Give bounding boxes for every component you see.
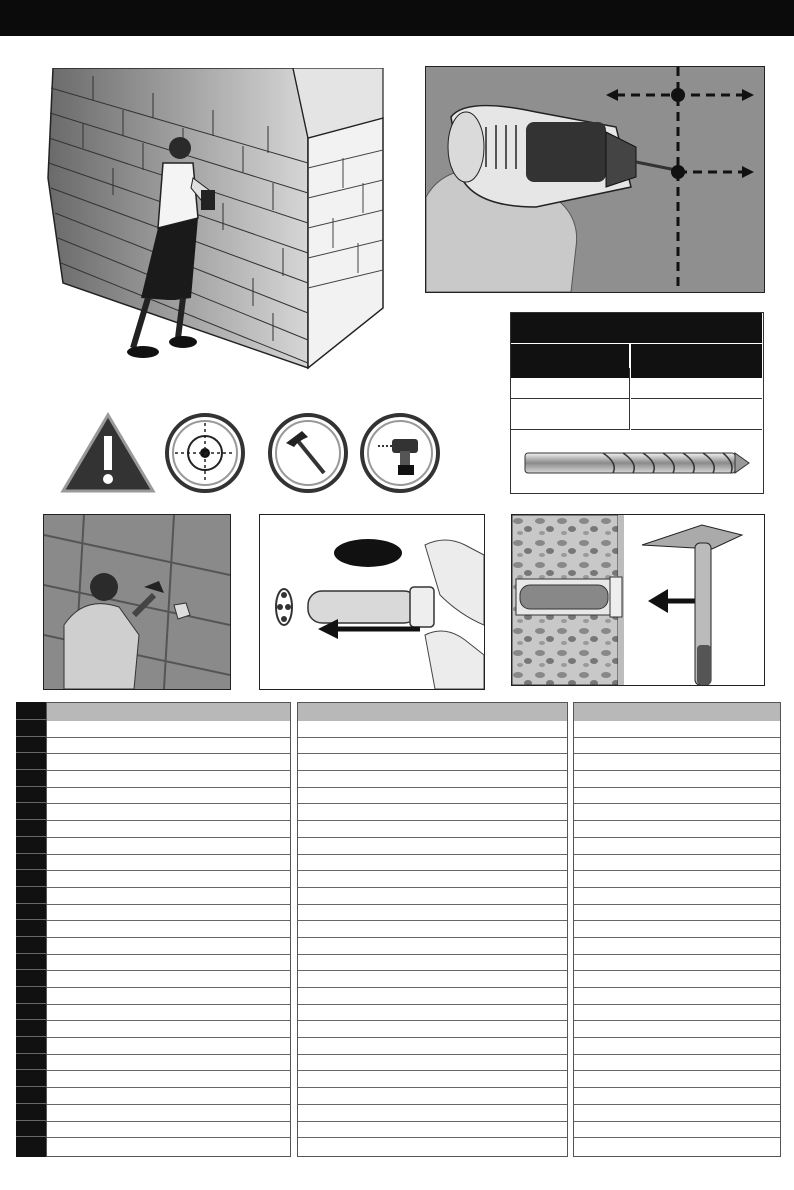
row-number-cell [16, 937, 46, 954]
row-number-cell [16, 770, 46, 787]
table-row [574, 804, 780, 821]
table-row [574, 988, 780, 1005]
table-row [574, 971, 780, 988]
row-number-cell [16, 1087, 46, 1104]
table-row [574, 1021, 780, 1038]
row-number-cell [16, 720, 46, 737]
language-column-2 [297, 702, 568, 1157]
table-row [47, 1088, 290, 1105]
table-row [298, 855, 567, 872]
table-row [47, 988, 290, 1005]
table-row [574, 721, 780, 738]
row-number-cell [16, 854, 46, 871]
row-number-cell [16, 870, 46, 887]
table-row [298, 838, 567, 855]
row-number-cell [16, 803, 46, 820]
table-row [298, 871, 567, 888]
table-row [47, 771, 290, 788]
row-number-cell [16, 1121, 46, 1138]
table-row [298, 955, 567, 972]
target-icon [165, 413, 245, 493]
table-row [47, 905, 290, 922]
row-number-cell [16, 904, 46, 921]
table-row [47, 721, 290, 738]
row-number-cell [16, 753, 46, 770]
table-row [298, 1021, 567, 1038]
table-row [298, 788, 567, 805]
table-row [298, 1038, 567, 1055]
plug-cross-section-photo [511, 514, 765, 686]
spec-row2-col1 [511, 399, 630, 430]
table-row [574, 1105, 780, 1122]
table-row [47, 1122, 290, 1139]
row-number-cell [16, 1004, 46, 1021]
table-row [298, 1071, 567, 1088]
table-row [574, 1122, 780, 1139]
hammering-photo [43, 514, 231, 690]
table-row [574, 888, 780, 905]
drill-bit-spec-table [510, 312, 764, 494]
table-row [47, 855, 290, 872]
table-row [574, 855, 780, 872]
table-row [574, 788, 780, 805]
table-row [298, 1055, 567, 1072]
row-number-cell [16, 1104, 46, 1121]
warning-icon [60, 412, 156, 494]
table-row [47, 1105, 290, 1122]
row-number-cell [16, 970, 46, 987]
language-column-1 [46, 702, 291, 1157]
wall-plug-photo [259, 514, 485, 690]
table-row [574, 905, 780, 922]
table-row [47, 888, 290, 905]
table-row [298, 888, 567, 905]
drill-photo [425, 66, 765, 293]
row-number-cell [16, 787, 46, 804]
table-row [47, 1005, 290, 1022]
row-number-cell [16, 1070, 46, 1087]
table-row [574, 1038, 780, 1055]
table-row [298, 804, 567, 821]
table-row [574, 1071, 780, 1088]
row-number-cell [16, 837, 46, 854]
row-number-cell [16, 1020, 46, 1037]
wall-drilling-illustration [23, 68, 385, 378]
spec-row1-col1 [511, 368, 630, 399]
table-row [574, 921, 780, 938]
spec-table-title [511, 313, 762, 343]
table-row [574, 821, 780, 838]
table-row [574, 1005, 780, 1022]
table-row [47, 971, 290, 988]
table-row [298, 1088, 567, 1105]
language-column-3 [573, 702, 781, 1157]
table-row [298, 1105, 567, 1122]
table-row [47, 921, 290, 938]
table-row [47, 838, 290, 855]
table-row [47, 955, 290, 972]
table-row [298, 1122, 567, 1139]
table-row [574, 938, 780, 955]
row-number-cell [16, 920, 46, 937]
spec-row2-col2 [631, 399, 762, 430]
row-number-cell [16, 737, 46, 754]
table-row [47, 804, 290, 821]
table-row [574, 871, 780, 888]
hammer-icon [268, 413, 348, 493]
table-row [47, 821, 290, 838]
table-row [298, 938, 567, 955]
table-row [574, 1088, 780, 1105]
table-row [47, 1021, 290, 1038]
row-number-cell [16, 702, 46, 720]
row-number-cell [16, 987, 46, 1004]
table-row [574, 738, 780, 755]
table-row [47, 754, 290, 771]
row-number-cell [16, 820, 46, 837]
table-row [298, 905, 567, 922]
table-row [298, 921, 567, 938]
drill-icon [360, 413, 440, 493]
spec-row1-col2 [631, 368, 762, 399]
row-number-cell [16, 954, 46, 971]
table-row [298, 971, 567, 988]
table-row [298, 1005, 567, 1022]
table-row [298, 821, 567, 838]
table-row [298, 721, 567, 738]
table-row [574, 955, 780, 972]
table-row [298, 754, 567, 771]
table-row [574, 754, 780, 771]
table-row [574, 1055, 780, 1072]
table-row [47, 871, 290, 888]
table-row [47, 938, 290, 955]
table-row [47, 1038, 290, 1055]
table-row [47, 1055, 290, 1072]
table-row [574, 838, 780, 855]
drill-bit-image [523, 443, 751, 483]
row-number-cell [16, 1037, 46, 1054]
table-row [47, 738, 290, 755]
row-number-cell [16, 887, 46, 904]
row-number-cell [16, 1054, 46, 1071]
header-bar [0, 0, 794, 36]
pill-label [333, 544, 405, 560]
table-row [47, 1071, 290, 1088]
table-row [298, 771, 567, 788]
table-row [574, 771, 780, 788]
table-row [298, 738, 567, 755]
table-row [47, 788, 290, 805]
language-row-numbers [16, 702, 46, 1157]
table-row [298, 988, 567, 1005]
